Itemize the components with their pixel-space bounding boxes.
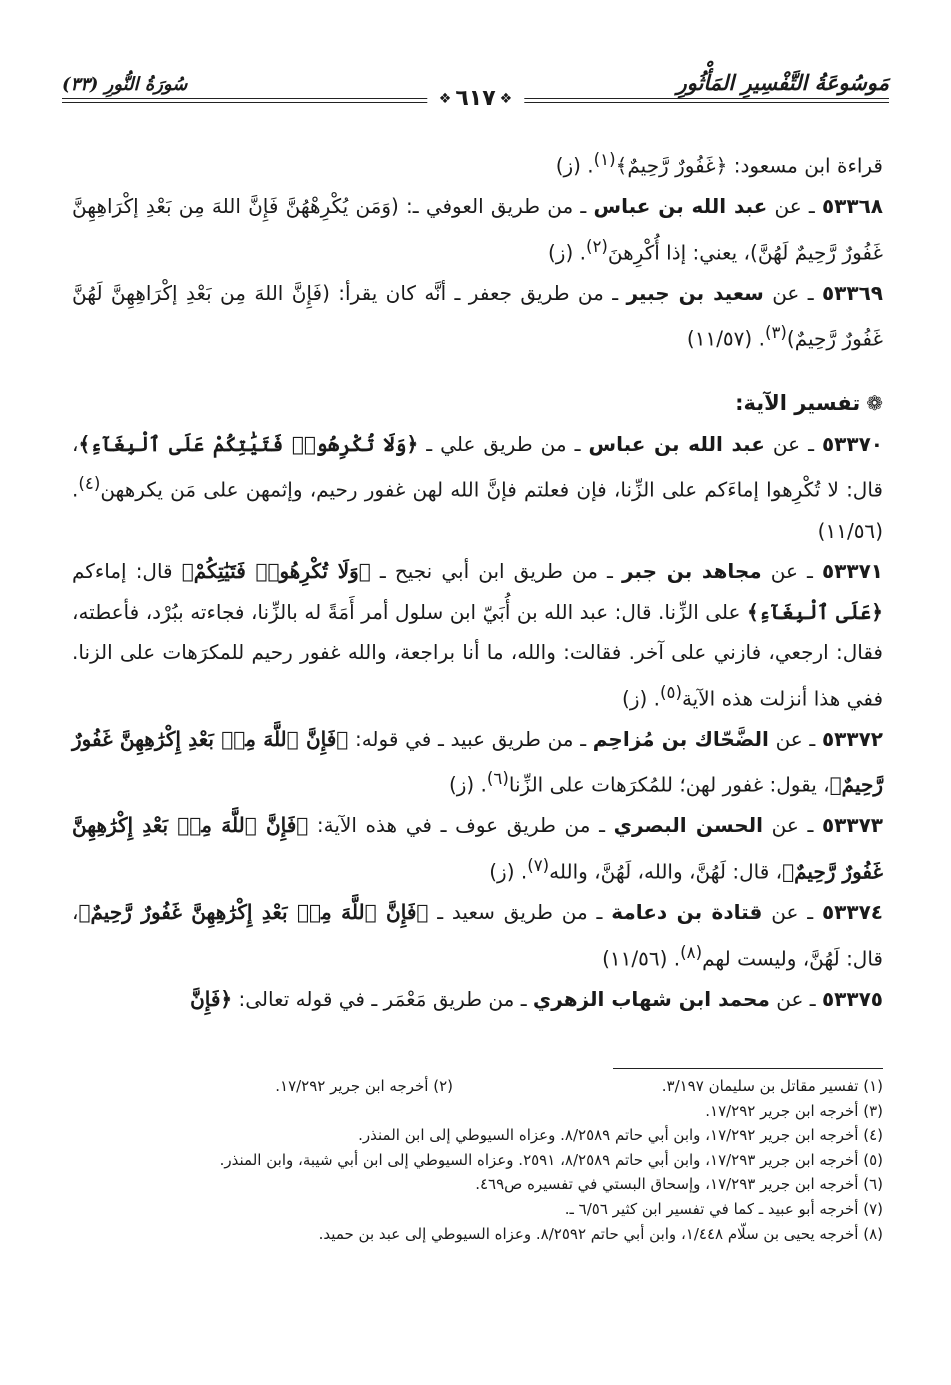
- quran-quote: ﴿فَإِنَّ: [190, 986, 233, 1011]
- paragraph-53374: [72, 892, 883, 979]
- footnote-5: (٥) أخرجه ابن جرير ١٧/٢٩٣، وابن أبي حاتم ٨/٢٥٨٩، ٢٥٩١. وعزاه السيوطي إلى ابن أبي شيبة، وابن المنذر.: [219, 1150, 883, 1169]
- flower-ornament-icon: ❁: [866, 391, 883, 416]
- quran-quote: ﴿فَإِنَّ ٱللَّهَ مِنۢ بَعْدِ إِكْرَٰهِهِنَّ غَفُورٌ رَّحِيمٌ﴾: [72, 726, 883, 797]
- source-ref: . (ز): [489, 859, 528, 884]
- ornament-icon: ❖: [438, 91, 452, 107]
- hadith-number: ٥٣٣٧٤: [821, 900, 883, 925]
- page-number-block: [427, 86, 524, 111]
- paragraph-text: ـ عن: [769, 986, 822, 1011]
- footnote-3: (٣) أخرجه ابن جرير ١٧/٢٩٢.: [705, 1101, 883, 1120]
- quran-quote: ﴿فَإِنَّ ٱللَّهَ مِنۢ بَعْدِ إِكْرَٰهِهِنَّ غَفُورٌ رَّحِيمٌ﴾: [78, 900, 429, 925]
- paragraph-53375: [72, 979, 883, 1020]
- paragraph-text: ـ عن: [762, 900, 822, 925]
- footnote-6: (٦) أخرجه ابن جرير ١٧/٢٩٣، وإسحاق البستي في تفسيره ص٤٦٩.: [475, 1175, 883, 1194]
- hadith-number: ٥٣٣٦٩: [821, 280, 884, 305]
- paragraph-53369: [72, 273, 883, 360]
- paragraph-reading: [72, 140, 883, 186]
- paragraph-text: ـ من طريق مَعْمَر ـ في قوله تعالى:: [232, 986, 533, 1011]
- paragraph-53370: [72, 424, 883, 551]
- section-title: تفسير الآية:: [735, 391, 861, 416]
- quran-quote: ﴿عَلَى ٱلْبِغَآءِ﴾: [746, 599, 883, 624]
- paragraph-text: ، قال: لَهُنَّ، وليست لهم: [72, 900, 883, 971]
- paragraph-text: قال: إماءكم: [72, 559, 182, 584]
- source-ref: . (ز): [448, 772, 487, 797]
- source-ref: . (ز): [555, 153, 594, 178]
- paragraph-text: على الزِّنا. قال: عبد الله بن أُبَيّ ابن سلول أمر أَمَةً له بالزِّنا، فجاءته ببُرْد، فأعطته، فقال: ارجعي، فازني على آخر. فقالت: والله، ما أنا براجعة، والله غفور رحيم للمكرَهات على الزنا. ففي هذا أنزلت هذه الآية: [72, 599, 883, 711]
- hadith-number: ٥٣٣٧١: [821, 559, 884, 584]
- footnote-ref: (٨): [680, 942, 703, 962]
- quran-quote: ﴿فَإِنَّ ٱللَّهَ مِنۢ بَعْدِ إِكْرَٰهِهِنَّ غَفُورٌ رَّحِيمٌ﴾: [72, 813, 883, 884]
- footnote-1: (١) تفسير مقاتل بن سليمان ٣/١٩٧.: [661, 1077, 883, 1095]
- source-ref: . (ز): [622, 686, 660, 711]
- paragraph-text: ـ من طريق العوفي ـ: (وَمَن يُكْرِهْهُنَّ فَإِنَّ اللهَ مِن بَعْدِ إكْرَاهِهِنَّ غَفُورٌ رَّحِيمٌ لَهُنَّ)، يعني: إذا أُكْرِهنَ: [72, 194, 883, 265]
- narrator-name: مجاهد بن جبر: [621, 559, 762, 584]
- section-heading: [72, 383, 883, 424]
- hadith-number: ٥٣٣٧٠: [821, 431, 883, 456]
- surah-label: سُورَةُ النُّورِ (٣٣): [62, 74, 188, 95]
- paragraph-text: ـ من طريق ابن أبي نجيح ـ: [370, 559, 622, 584]
- hadith-number: ٥٣٣٦٨: [821, 194, 883, 219]
- narrator-name: عبد الله بن عباس: [588, 431, 765, 456]
- paragraph-text: ـ من طريق علي ـ: [418, 431, 589, 456]
- narrator-name: الضَّحّاك بن مُزاحِم: [592, 726, 769, 751]
- page-number: ٦١٧: [455, 86, 496, 111]
- paragraph-53371: [72, 551, 883, 719]
- paragraph-text: ـ من طريق عوف ـ في هذه الآية:: [308, 813, 614, 838]
- footnote-8: (٨) أخرجه يحيى بن سلّام ١/٤٤٨، وابن أبي حاتم ٨/٢٥٩٢. وعزاه السيوطي إلى عبد بن حميد.: [318, 1224, 883, 1243]
- paragraph-text: ، يقول: غفور لهن؛ للمُكرَهات على الزِّنا: [508, 772, 830, 797]
- paragraph-text: ـ عن: [763, 813, 822, 838]
- paragraph-text: ـ من طريق سعيد ـ: [428, 900, 612, 925]
- paragraph-text: ـ عن: [761, 559, 822, 584]
- paragraph-text: ـ عن: [763, 280, 822, 305]
- paragraph-text: ـ عن: [764, 431, 822, 456]
- paragraph-text: ـ من طريق عبيد ـ في قوله:: [348, 726, 593, 751]
- ornament-icon: ❖: [499, 91, 513, 107]
- footnote-ref: (٥): [660, 682, 682, 702]
- footnote-ref: (٣): [764, 323, 787, 343]
- source-ref: . (١١/٥٧): [686, 326, 765, 351]
- footnote-ref: (١): [593, 150, 616, 169]
- main-text: [72, 140, 883, 1019]
- narrator-name: عبد الله بن عباس: [593, 194, 768, 219]
- narrator-name: قتادة بن دعامة: [611, 900, 763, 925]
- hadith-number: ٥٣٣٧٢: [821, 726, 883, 751]
- quran-quote: ﴿غَفُورٌ رَّحِيمٌ﴾: [615, 153, 728, 178]
- footnote-ref: (٧): [527, 855, 550, 875]
- paragraph-text: ، قال: لَهُنَّ، والله، لَهُنَّ، والله: [549, 859, 783, 884]
- page-header: [62, 62, 889, 114]
- paragraph-text: ـ عن: [768, 726, 822, 751]
- paragraph-53368: [72, 186, 883, 273]
- footnote-row: [72, 1074, 883, 1099]
- source-ref: . (١١/٥٦): [602, 946, 681, 971]
- paragraph-53372: [72, 719, 883, 806]
- narrator-name: سعيد بن جبير: [626, 280, 764, 305]
- footnote-separator: [613, 1068, 883, 1069]
- paragraph-text: قراءة ابن مسعود:: [727, 153, 883, 178]
- hadith-number: ٥٣٣٧٣: [821, 813, 884, 838]
- source-ref: . (١١/٥٦): [72, 478, 883, 543]
- book-title: مَوسُوعَةُ التَّفْسِيرِ المَأْثُورِ: [676, 70, 889, 95]
- footnote-ref: (٢): [585, 236, 608, 256]
- paragraph-text: ، قال: لا تُكْرِهوا إماءَكم على الزِّنا، فإن فعلتم فإنَّ الله لهن غفور رحيم، وإثمهن على مَن يكرههن: [72, 431, 883, 503]
- footnotes: [72, 1074, 883, 1246]
- quran-quote: ﴿وَلَا تُكْرِهُوا۟ فَتَيَٰتِكُمْ﴾: [181, 559, 371, 584]
- narrator-name: الحسن البصري: [613, 813, 764, 838]
- paragraph-text: ـ عن: [767, 194, 822, 219]
- footnote-4: (٤) أخرجه ابن جرير ١٧/٢٩٢، وابن أبي حاتم ٨/٢٥٨٩. وعزاه السيوطي إلى ابن المنذر.: [358, 1126, 883, 1145]
- footnote-2: (٢) أخرجه ابن جرير ١٧/٢٩٢.: [275, 1077, 453, 1095]
- narrator-name: محمد ابن شهاب الزهري: [532, 986, 770, 1011]
- paragraph-text: ـ من طريق جعفر ـ أنَّه كان يقرأ: (فَإِنَّ اللهَ مِن بَعْدِ إكْرَاهِهِنَّ لَهُنَّ غَفُورٌ رَّحِيمٌ): [72, 280, 883, 351]
- footnote-ref: (٦): [486, 769, 509, 789]
- source-ref: . (ز): [547, 240, 586, 265]
- footnote-7: (٧) أخرجه أبو عبيد ـ كما في تفسير ابن كثير ٦/٥٦ ـ.: [564, 1199, 883, 1218]
- paragraph-53373: [72, 805, 883, 892]
- footnote-ref: (٤): [78, 474, 101, 494]
- quran-quote: ﴿وَلَا تُكْرِهُوا۟ فَتَيَٰتِكُمْ عَلَى ٱلْبِغَآءِ﴾: [78, 431, 419, 456]
- hadith-number: ٥٣٣٧٥: [821, 986, 883, 1011]
